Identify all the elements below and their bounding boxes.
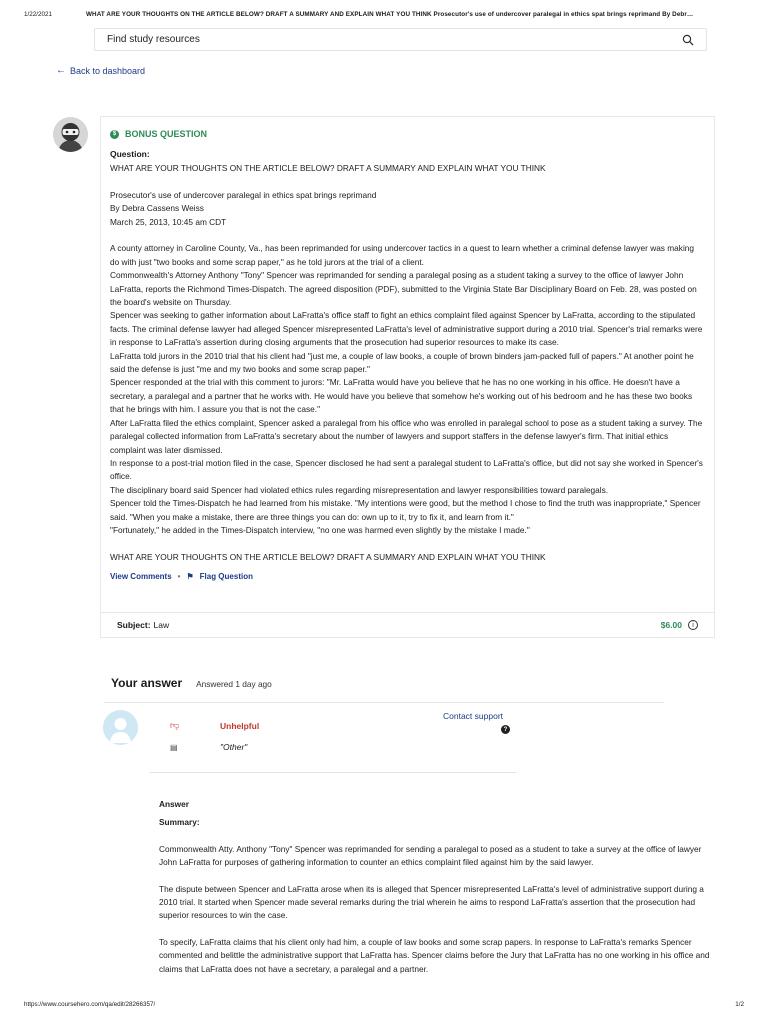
question-paragraph: After LaFratta filed the ethics complaint, Spencer asked a paralegal from his office who was enrolled in paralegal school to pose as a student taking a survey. The paralegal collected information from LaFratta's secretary about the number of lawyers and support staffers in the defense lawyer's firm. That initial ethics complaint was later dismissed.: [110, 417, 703, 455]
question-paragraph: Spencer was seeking to gather information about LaFratta's office staff to fight an ethics complaint filed against Spencer by LaFratta, according to the stipulated facts. The criminal defense lawyer had alleged Spencer misrepresented LaFratta's level of administrative support during a 2010 trial. Spencer's trial remarks were in response to LaFratta's assertion during closing arguments that the prosecution had superior resources to make its case.: [110, 310, 703, 348]
question-body: [110, 162, 705, 564]
thumbs-down-icon: 👎︎: [170, 720, 180, 730]
question-paragraph: "Fortunately," he added in the Times-Dispatch interview, "no one was harmed even slightly by the mistake I made.": [110, 524, 530, 535]
asker-avatar: [53, 117, 88, 152]
print-header: [24, 11, 744, 23]
summary-label: Summary:: [159, 817, 200, 828]
answer-label: Answer: [159, 799, 189, 809]
answer-paragraph: The dispute between Spencer and LaFratta arose when its is alleged that Spencer misrepresented LaFratta's level of administrative support during a 2010 trial. It started when Spencer made several remarks during the trial wherein he aims to respond LaFratta's assertion that the prosecution had superior resources to win the case.: [159, 883, 704, 921]
actions-separator: •: [177, 572, 181, 582]
divider: [150, 772, 516, 773]
comment-row: [170, 742, 247, 752]
answer-block: [159, 798, 714, 976]
subject-bar: [100, 612, 715, 638]
flag-question-link[interactable]: Flag Question: [199, 572, 253, 582]
print-url: https://www.coursehero.com/qa/edit/28266357/: [24, 1001, 156, 1008]
question-paragraph: The disciplinary board said Spencer had violated ethics rules regarding misrepresentation and lawyer responsibilities toward paralegals.: [110, 484, 609, 495]
contact-support-link[interactable]: Contact support: [443, 711, 504, 721]
print-page-number: 1/2: [735, 1001, 744, 1008]
your-answer-title: Your answer: [111, 676, 183, 690]
price-value: $6.00: [660, 620, 682, 630]
divider: [104, 702, 664, 703]
flag-icon: ⚑: [186, 572, 194, 582]
arrow-left-icon: ←: [56, 65, 66, 76]
search-input[interactable]: [107, 34, 682, 45]
question-paragraph: Prosecutor's use of undercover paralegal in ethics spat brings reprimand: [110, 189, 377, 200]
question-card: [100, 116, 715, 612]
answer-paragraph: Commonwealth Atty. Anthony "Tony" Spencer was reprimanded for sending a paralegal to posed as a student to take a survey at the office of lawyer John LaFratta for purposes of gathering information to counter an ethics complaint filed against him by the said lawyer.: [159, 843, 702, 868]
question-paragraph: LaFratta told jurors in the 2010 trial that his client had "just me, a couple of law books, a couple of brown binders jam-packed full of papers." At another point he said the defense is just "me and my two books and some scrap paper.": [110, 350, 694, 375]
user-avatar-icon: [103, 710, 138, 745]
question-paragraph: In response to a post-trial motion filed in the case, Spencer disclosed he had sent a paralegal student to LaFratta's office, but did not say she worked in Spencer's office.: [110, 457, 703, 482]
question-paragraph: A county attorney in Caroline County, Va., has been reprimanded for using undercover tactics in a quest to learn whether a criminal defense lawyer was making do with just "two books and some scrap paper," as he told jurors at the trial of a client.: [110, 243, 695, 267]
answered-time: Answered 1 day ago: [196, 679, 272, 689]
subject-label: Subject:: [117, 620, 151, 630]
help-icon[interactable]: ?: [501, 725, 510, 734]
view-comments-link[interactable]: View Comments: [110, 572, 172, 582]
rating-label: Unhelpful: [220, 720, 260, 731]
paragraph-gap: [110, 537, 705, 550]
question-paragraph: WHAT ARE YOUR THOUGHTS ON THE ARTICLE BELOW? DRAFT A SUMMARY AND EXPLAIN WHAT YOU THINK: [110, 163, 546, 173]
dollar-icon: $: [110, 130, 119, 139]
answerer-avatar: [103, 710, 138, 745]
subject-value: Law: [153, 620, 170, 630]
print-title: WHAT ARE YOUR THOUGHTS ON THE ARTICLE BELOW? DRAFT A SUMMARY AND EXPLAIN WHAT YOU THINK Prosecutor's use of undercover paralegal in ethics spat brings reprimand By Debr…: [86, 11, 694, 18]
print-footer: [24, 1001, 744, 1013]
question-paragraph: Spencer told the Times-Dispatch he had learned from his mistake. "My intentions were good, but the method I chose to find the truth was inappropriate," Spencer said. "When you make a mistake, there are three things you can do: own up to it, try to fix it, and learn from it.": [110, 498, 701, 522]
rating-row: [170, 720, 259, 731]
comment-value: "Other": [220, 742, 248, 752]
bonus-label: BONUS QUESTION: [125, 129, 208, 139]
question-paragraph: March 25, 2013, 10:45 am CDT: [110, 216, 227, 227]
answer-body: [159, 843, 714, 976]
comment-icon: ▤: [170, 742, 178, 752]
back-to-dashboard-link[interactable]: [56, 65, 145, 76]
paragraph-gap: [110, 175, 705, 188]
answer-paragraph: To specify, LaFratta claims that his client only had him, a couple of law books and some scrap papers. In response to LaFratta's remarks Spencer commented and belittle the administrative support that LaFratta has. Spencer claims before the Jury that LaFratta has no one working in his office and claims that LaFratta does not have a secretary, a paralegal and a partner.: [159, 936, 710, 974]
ninja-avatar-icon: [53, 117, 88, 152]
info-icon[interactable]: i: [688, 620, 698, 630]
question-paragraph: Commonwealth's Attorney Anthony "Tony" Spencer was reprimanded for sending a paralegal posing as a student taking a survey to the office of lawyer John LaFratta, reports the Richmond Times-Dispatch. The agreed disposition (PDF), submitted to the Virginia State Bar Disciplinary Board on Feb. 28, was posted on the board's website on Thursday.: [110, 270, 697, 308]
bonus-badge: [110, 127, 705, 141]
question-paragraph: WHAT ARE YOUR THOUGHTS ON THE ARTICLE BELOW? DRAFT A SUMMARY AND EXPLAIN WHAT YOU THINK: [110, 551, 546, 562]
question-paragraph: By Debra Cassens Weiss: [110, 203, 204, 214]
print-date: 1/22/2021: [24, 11, 53, 18]
question-actions: [110, 572, 705, 581]
paragraph-gap: [110, 229, 705, 242]
search-bar: [94, 28, 707, 51]
your-answer-header: [111, 676, 272, 690]
back-label: Back to dashboard: [70, 65, 146, 76]
question-label: Question:: [110, 149, 150, 159]
search-icon[interactable]: [682, 34, 694, 46]
question-paragraph: Spencer responded at the trial with this comment to jurors: "Mr. LaFratta would have you believe that he has no one working in his office. He doesn't have a secretary, a paralegal and a partner that he works with. He would have you believe that somehow he's working out of his bedroom and he has these two books that he brings with him. I assure you that is not the case.": [110, 377, 693, 415]
